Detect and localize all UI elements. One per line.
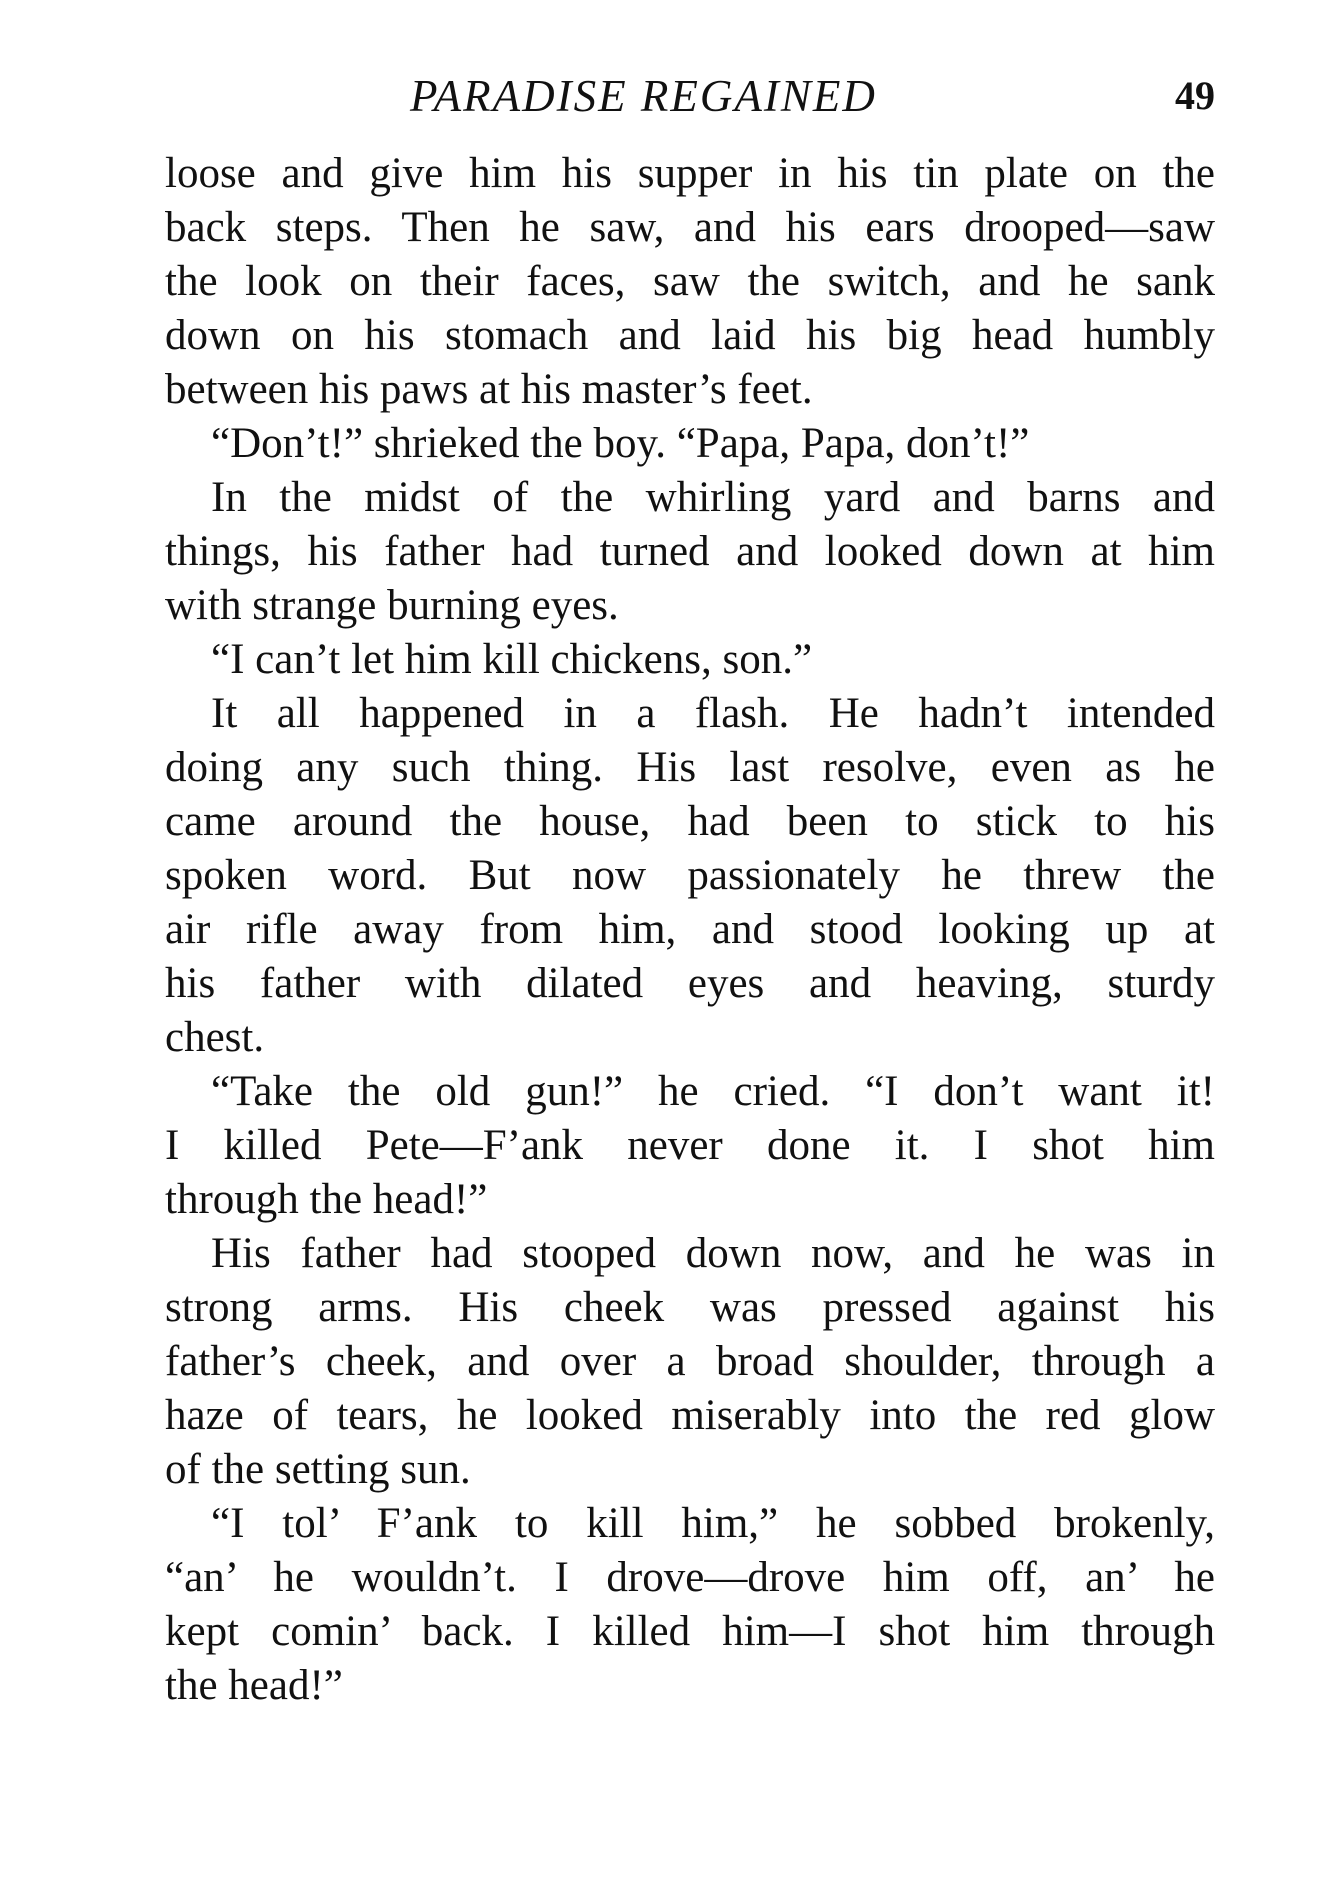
running-title: PARADISE REGAINED — [410, 71, 877, 121]
text-line: strong arms. His cheek was pressed against his — [165, 1284, 1215, 1331]
text-line: His father had stooped down now, and he was in — [211, 1230, 1215, 1277]
text-line: air rifle away from him, and stood looking up at — [165, 906, 1215, 953]
text-line: back steps. Then he saw, and his ears drooped—saw — [165, 204, 1215, 251]
body-text — [165, 147, 1215, 1713]
text-line: It all happened in a flash. He hadn’t intended — [211, 690, 1215, 737]
text-line: “I tol’ F’ank to kill him,” he sobbed brokenly, — [211, 1500, 1215, 1547]
running-header — [165, 68, 1215, 124]
text-line: “Take the old gun!” he cried. “I don’t want it! — [211, 1068, 1215, 1115]
text-line: things, his father had turned and looked down at him — [165, 528, 1215, 575]
text-line: “Don’t!” shrieked the boy. “Papa, Papa, don’t!” — [211, 420, 1030, 467]
text-line: with strange burning eyes. — [165, 582, 619, 629]
text-line: In the midst of the whirling yard and barns and — [211, 474, 1215, 521]
text-line: the look on their faces, saw the switch, and he sank — [165, 258, 1215, 305]
text-line: “I can’t let him kill chickens, son.” — [211, 636, 813, 683]
page-number: 49 — [1175, 73, 1215, 118]
text-line: down on his stomach and laid his big head humbly — [165, 312, 1215, 359]
text-line: doing any such thing. His last resolve, even as he — [165, 744, 1215, 791]
text-line: through the head!” — [165, 1176, 488, 1223]
text-line: of the setting sun. — [165, 1446, 471, 1493]
text-line: chest. — [165, 1014, 265, 1061]
text-line: his father with dilated eyes and heaving, sturdy — [165, 960, 1215, 1007]
text-line: haze of tears, he looked miserably into the red glow — [165, 1392, 1215, 1439]
text-line: spoken word. But now passionately he threw the — [165, 852, 1215, 899]
text-line: the head!” — [165, 1662, 343, 1709]
text-line: “an’ he wouldn’t. I drove—drove him off, an’ he — [165, 1554, 1215, 1601]
text-line: I killed Pete—F’ank never done it. I shot him — [165, 1122, 1215, 1169]
text-line: kept comin’ back. I killed him—I shot him through — [165, 1608, 1215, 1655]
text-line: between his paws at his master’s feet. — [165, 366, 813, 413]
text-line: loose and give him his supper in his tin plate on the — [165, 150, 1215, 197]
text-line: father’s cheek, and over a broad shoulder, through a — [165, 1338, 1215, 1385]
text-line: came around the house, had been to stick to his — [165, 798, 1215, 845]
